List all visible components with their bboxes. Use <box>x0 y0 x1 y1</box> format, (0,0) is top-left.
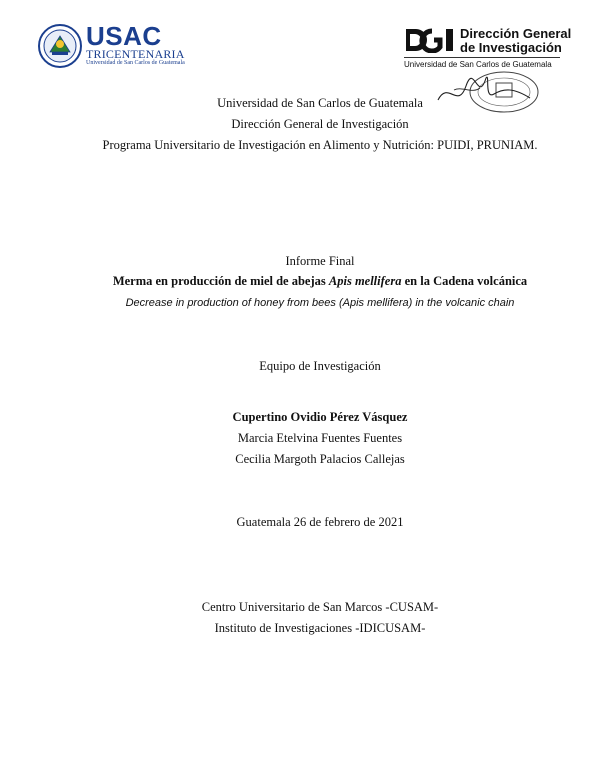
usac-name: USAC <box>86 21 162 51</box>
team-member: Marcia Etelvina Fuentes Fuentes <box>237 431 403 445</box>
usac-logo <box>38 21 185 72</box>
center-line-2: Instituto de Investigaciones -IDICUSAM- <box>214 621 426 635</box>
team-heading: Equipo de Investigación <box>259 359 381 373</box>
team-member: Cecilia Margoth Palacios Callejas <box>235 452 405 466</box>
usac-subtitle: Universidad de San Carlos de Guatemala <box>86 60 185 66</box>
dgi-logo <box>404 27 574 71</box>
center-line-1: Centro Universitario de San Marcos -CUSAM- <box>201 600 439 614</box>
team-lead: Cupertino Ovidio Pérez Vásquez <box>232 410 408 424</box>
report-date: Guatemala 26 de febrero de 2021 <box>236 515 404 529</box>
usac-seal-icon <box>38 24 82 68</box>
report-title-english: Decrease in production of honey from bees (Apis mellifera) in the volcanic chain <box>125 297 515 309</box>
report-title-species: Apis mellifera <box>328 274 402 288</box>
institution-line-1: Universidad de San Carlos de Guatemala <box>217 96 423 110</box>
institution-line-2: Dirección General de Investigación <box>231 117 409 131</box>
dgi-title-line1: Dirección General <box>460 26 572 41</box>
dgi-subtitle: Universidad de San Carlos de Guatemala <box>404 60 552 69</box>
report-title-part1: Merma en producción de miel de abejas <box>112 274 329 288</box>
report-type: Informe Final <box>285 254 355 268</box>
institution-line-3: Programa Universitario de Investigación en Alimento y Nutrición: PUIDI, PRUNIAM. <box>102 138 538 152</box>
dgi-title-line2: de Investigación <box>460 40 562 55</box>
report-title <box>0 274 600 289</box>
dgi-divider <box>404 57 560 58</box>
dgi-title <box>460 27 571 55</box>
dgi-mark-icon <box>404 27 456 53</box>
usac-tricentenaria: TRICENTENARIA <box>86 47 185 61</box>
report-title-part2: en la Cadena volcánica <box>401 274 528 288</box>
